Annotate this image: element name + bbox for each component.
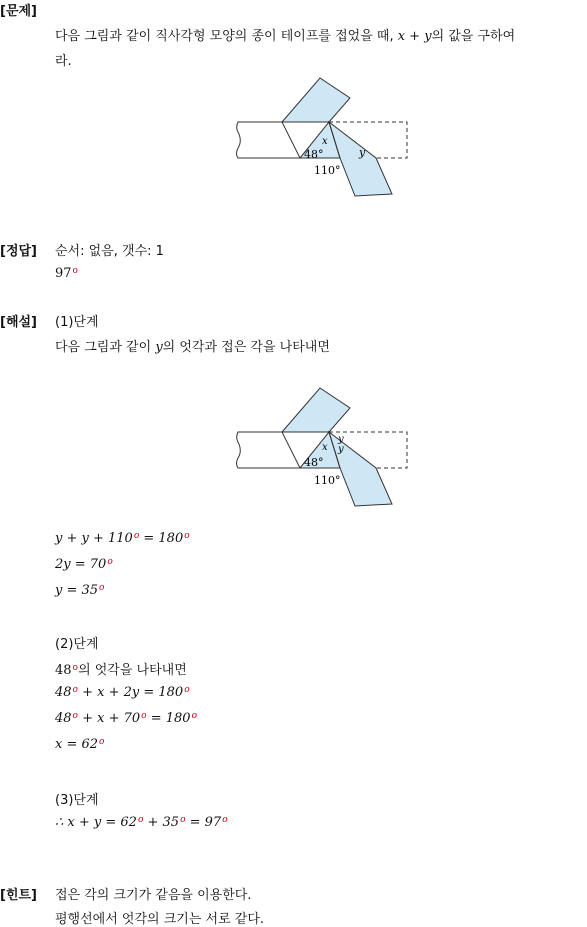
solution-label: [해설] — [0, 315, 37, 330]
angle-110-label-2: 110° — [314, 474, 341, 487]
eq-7: ∴ $x + y = 62^o + 35^o = 97^o$ — [55, 815, 228, 830]
step3-title: (3)단계 — [55, 793, 99, 808]
answer-meta: 순서: 없음, 갯수: 1 — [55, 244, 164, 259]
angle-48-label: 48° — [304, 148, 324, 161]
step1-title: (1)단계 — [55, 315, 99, 330]
y-label: y — [359, 146, 366, 159]
folded-tape-figure-1 — [230, 72, 415, 202]
eq-2: $2y = 70^o$ — [55, 557, 113, 572]
eq-3: $y = 35^o$ — [55, 583, 105, 598]
step2-text: 48$^o$의 엇각을 나타내면 — [55, 663, 187, 678]
y-label-2a: y — [338, 434, 344, 445]
x-label-2: x — [322, 442, 328, 453]
y-label-2b: y — [338, 444, 344, 455]
hint-line-1: 접은 각의 크기가 같음을 이용한다. — [55, 888, 252, 903]
problem-line-2: 라. — [55, 54, 72, 69]
angle-110-label: 110° — [314, 164, 341, 177]
folded-tape-figure-2 — [230, 386, 415, 516]
hint-line-2: 평행선에서 엇각의 크기는 서로 같다. — [55, 912, 265, 927]
eq-5: $48^o + x + 70^o = 180^o$ — [55, 711, 197, 726]
answer-label: [정답] — [0, 244, 37, 259]
step1-text: 다음 그림과 같이 y의 엇각과 접은 각을 나타내면 — [55, 340, 330, 355]
problem-line-1: 다음 그림과 같이 직사각형 모양의 종이 테이프를 접었을 때, x + y의 값을 구하여 — [55, 29, 516, 44]
eq-4: $48^o + x + 2y = 180^o$ — [55, 685, 190, 700]
hint-label: [힌트] — [0, 888, 37, 903]
problem-label: [문제] — [0, 4, 37, 19]
eq-1: $y + y + 110^o = 180^o$ — [55, 531, 190, 546]
eq-6: $x = 62^o$ — [55, 737, 105, 752]
answer-value: 97$^o$ — [55, 266, 78, 281]
step2-title: (2)단계 — [55, 637, 99, 652]
angle-48-label-2: 48° — [304, 456, 324, 469]
x-label: x — [322, 136, 328, 147]
